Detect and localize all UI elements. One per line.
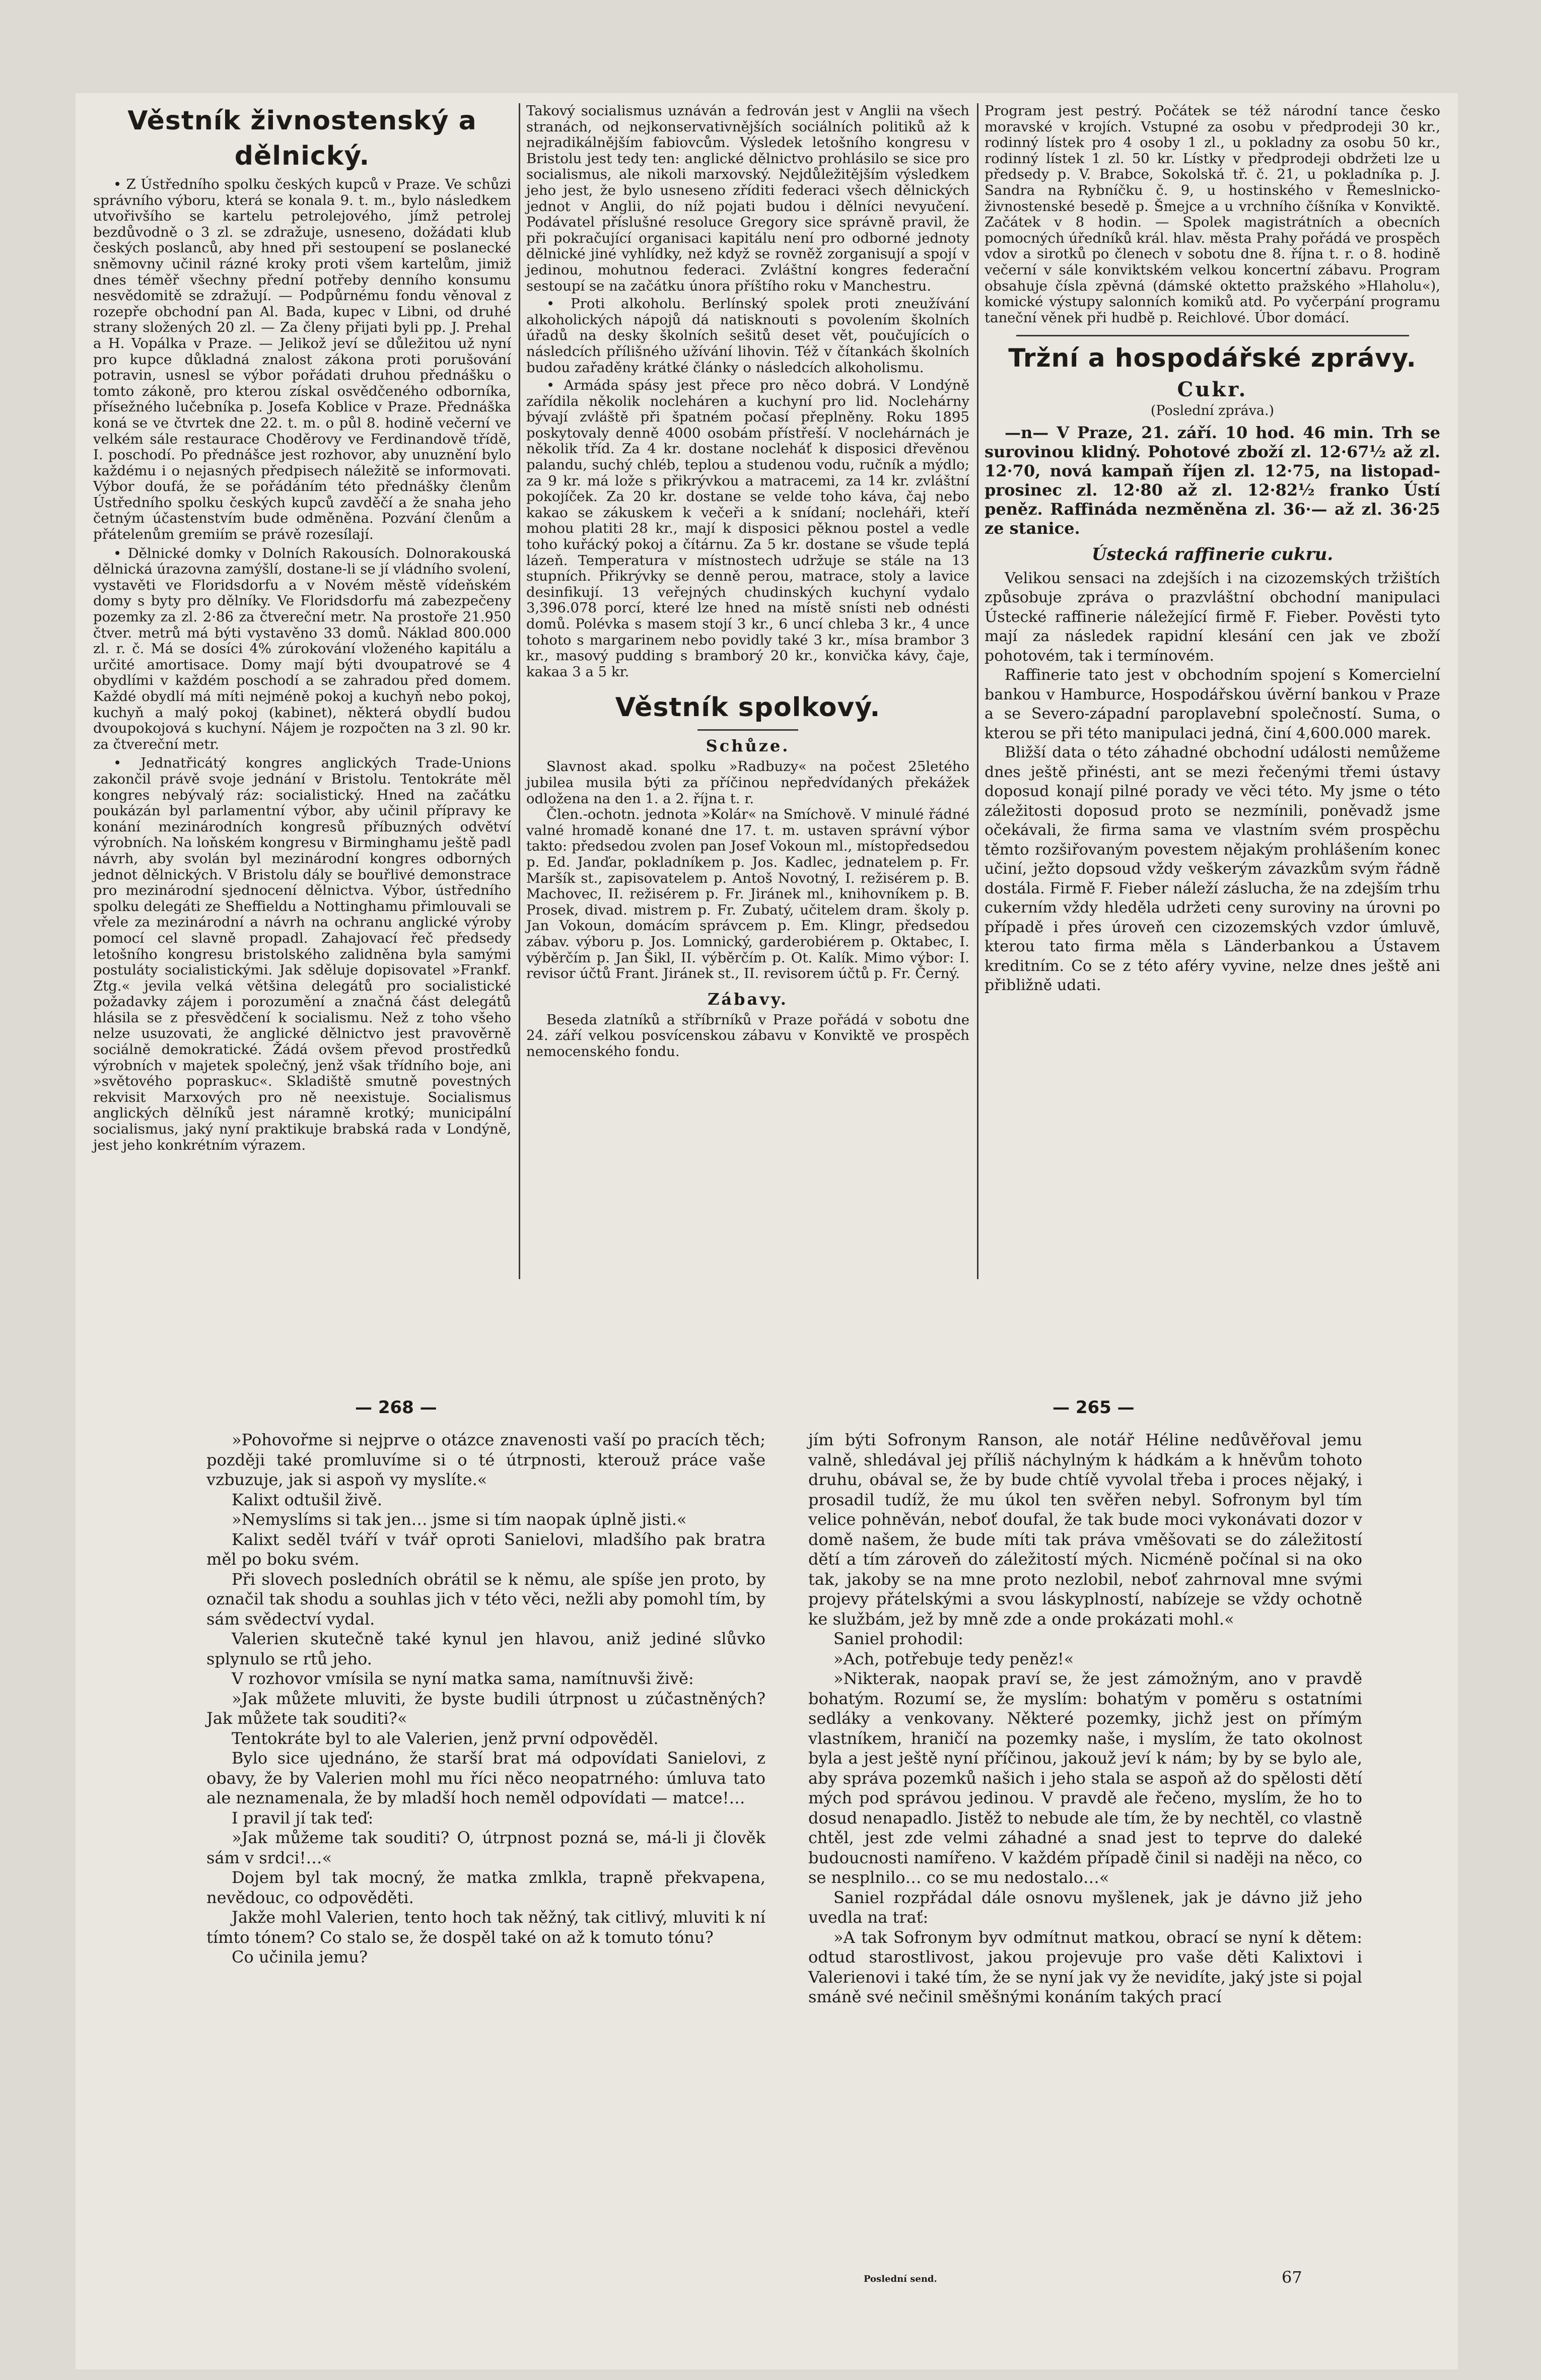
novel-paragraph: Valerien skutečně také kynul jen hlavou, aniž jediné slůvko splynulo se rtů jeho. [206, 1629, 765, 1668]
vestnik-zivnostensky-title: Věstník živnostenský a dělnický. [127, 106, 477, 171]
article-paragraph: Bližší data o této záhadné obchodní události nemůžeme dnes ještě přinésti, ant se mezi řečenými třemi ústavy doposud konají pilné porady ve věci této. My jsme o této záležitosti doposud proto se nezmínili, poněvadž jsme očekávali, že firma sama ve vlastním svém prospěchu těmto rozšiřovaným povestem nějakým prohlášením konec učiní, ježto dopsoud vždy veškerým závazkům svým řádně dostála. Firmě F. Fieber náleží záslucha, že na zdejším trhu cukerním vždy hleděla udržeti ceny suroviny na úrovni po případě i přes úroveň cen cizozemských vzdor úmluvě, kterou tato firma měla s Länderbankou a Ústavem kreditním. Co se z této aféry vyvine, nelze dnes ještě ani přibližně udati. [985, 744, 1440, 995]
novel-paragraph: Co učinila jemu? [232, 1947, 368, 1967]
article-paragraph: Velikou sensaci na zdejších i na cizozemských tržištích způsobuje zpráva o prazvláštní obchodní manipulaci Ústecké raffinerie náležející firmě F. Fieber. Pověsti tyto mají za následek rapidní klesání cen jak ve zboží pohotovém, tak i termínovém. [985, 569, 1440, 665]
novel-paragraph: Kalixt seděl tváří v tvář oproti Sanielovi, mladšího pak bratra měl po boku svém. [206, 1529, 765, 1569]
zabavy-title: Zábavy. [708, 989, 788, 1009]
article-paragraph: Člen.-ochotn. jednota »Kolár« na Smíchově. V minulé řádné valné hromadě konané dne 17. t. m. ustaven správní výbor takto: předsedou zvolen pan Josef Vokoun ml., místopředsedou p. Ed. Janďar, pokladníkem p. Jos. Kadlec, jednatelem p. Fr. Maršík st., zapisovatelem p. Antoš Novotný, I. režisérem p. B. Machovec, II. režisérem p. Fr. Jiránek ml., knihovníkem p. B. Prosek, divad. mistrem p. Fr. Zubatý, učitelem dram. školy p. Jan Vokoun, domácím správcem p. Em. Klingr, předsedou zábav. výboru p. Jos. Lomnický, garderobiérem p. Oktabec, I. výběrčím p. Jan Šikl, II. výběrčím p. Ot. Kalík. Mimo výbor: I. revisor účtů Frant. Jiránek st., II. revisorem účtů p. Fr. Černý. [526, 806, 969, 982]
column-left [93, 103, 511, 1153]
raffinerie-title: Ústecká raffinerie cukru. [1091, 544, 1334, 565]
novel-paragraph: Při slovech posledních obrátil se k němu, ale spíše jen proto, by označil tak shodu a souhlas jich v této věci, nežli aby pomohl tím, by sám svědectví vydal. [206, 1569, 765, 1629]
novel-paragraph: Dojem byl tak mocný, že matka zmlkla, trapně překvapena, nevědouc, co odpověděti. [206, 1868, 765, 1907]
novel-paragraph: Saniel prohodil: [833, 1629, 963, 1648]
novel-paragraph: »Jak můžeme tak souditi? O, útrpnost pozná se, má-li ji člověk sám v srdci!…« [206, 1828, 765, 1867]
schuze-title: Schůze. [706, 736, 790, 756]
article-paragraph: • Z Ústředního spolku českých kupců v Praze. Ve schůzi správního výboru, která se konala 9. t. m., bylo následkem utvořivšího se kartelu petrolejového, jímž petrolej bezdůvodně o 3 zl. se zdražuje, usneseno, dožádati klub českých poslanců, aby hned při sestoupení se poslanecké sněmovny učinil rázné kroky proti všem kartelům, jimiž dnes téměř všechny přední potřeby denního konsumu nesvědomitě se zdražují. — Podpůrnému fondu věnoval z rozepře obchodní pan Al. Bada, kupec v Libni, od druhé strany složených 20 zl. — Za členy přijati byli pp. J. Prehal a H. Vopálka v Praze. — Jelikož jeví se důležitou už nyní pro kupce důkladná znalost zákona proti porušování potravin, usnesl se výbor pořádati druhou přednášku o tomto zákoně, pro kterou získal osvědčeného odborníka, přísežného lučebníka p. Josefa Koblice v Praze. Přednáška koná se ve čtvrtek dne 22. t. m. o půl 8. hodině večerní ve velkém sále restaurace Choděrovy ve Ferdinandově třídě, I. poschodí. Po přednášce jest rozhovor, aby unuznění bylo každému i o nejasných předpisech náležitě se informovati. Výbor doufá, že se pořádáním této přednášky členům Ústředního spolku českých kupců zavděčí a že snaha jeho četným účastenstvím bude odměněna. Pozvání členům a přátelenům gremiím se právě rozesílají. [93, 176, 511, 543]
newspaper-sheet [76, 93, 1458, 2369]
novel-paragraph: Jakže mohl Valerien, tento hoch tak něžný, tak citlivý, mluviti k ní tímto tónem? Co stalo se, že dospěl také on až k tomuto tónu? [206, 1908, 765, 1947]
novel-paragraph: »Jak můžete mluviti, že byste budili útrpnost u zúčastněných? Jak můžete tak souditi?« [206, 1689, 765, 1728]
novel-paragraph: »Ach, potřebuje tedy peněz!« [833, 1649, 1074, 1668]
section-rule [1016, 335, 1409, 336]
novel-paragraph: »A tak Sofronym byv odmítnut matkou, obrací se nyní k dětem: odtud starostlivost, jakou projevuje pro vaše děti Kalixtovi i Valerienovi i také tím, že se nyní jak vy že nevidíte, jaký jste si pojal smáně své nečinil směšnými konáním takých prací [808, 1927, 1362, 2006]
novel-paragraph: Tentokráte byl to ale Valerien, jenž první odpověděl. [232, 1728, 659, 1748]
article-paragraph: Raffinerie tato jest v obchodním spojení s Komercielní bankou v Hamburce, Hospodářskou úvěrní bankou v Praze a se Severo-západní paroplavební společností. Suma, o kterou se při této manipulaci jedná, činí 4,600.000 marek. [985, 666, 1440, 742]
novel-paragraph: »Pohovořme si nejprve o otázce znavenosti vaší po pracích těch; později také promluvíme si o té útrpnosti, kterouž práce vaše vzbuzuje, jak si aspoň vy myslíte.« [206, 1430, 765, 1489]
trzni-zpravy-title: Tržní a hospodářské zprávy. [1008, 343, 1417, 373]
column-middle [526, 103, 969, 1060]
article-paragraph: Slavnost akad. spolku »Radbuzy« na počest 25letého jubilea musila býti za příčinou nepředvídaných překážek odložena na den 1. a 2. října t. r. [526, 758, 969, 807]
column-divider-1 [519, 103, 520, 1279]
novel-paragraph: Kalixt odtušil živě. [232, 1490, 383, 1509]
signature-mark: Poslední send. [864, 2274, 937, 2284]
novel-page-left [206, 1430, 765, 1968]
cukr-title: Cukr. [1177, 378, 1248, 402]
sheet-number: 67 [1282, 2268, 1302, 2287]
heading-rule [697, 729, 798, 731]
novel-paragraph: »Nikterak, naopak praví se, že jest zámožným, ano v pravdě bohatým. Rozumí se, že myslím: bohatým v poměru s ostatními sedláky a venkovany. Některé pozemky, jichž jest on přímým vlastníkem, hraničí na pozemky naše, i myslím, že tato okolnost byla a jest ještě nyní příčinou, jakouž jeví k nám; by by se bylo ale, aby správa pozemků našich i jeho stala se aspoň až do spělosti dětí mých pod správou jedinou. V pravdě ale řečeno, myslím, že ho to dosud nenapadlo. Jistěž to nebude ale tím, že by nechtěl, co vlastně chtěl, jest zde velmi záhadné a snad jest to teprve do daleké budoucnosti namířeno. V každém případě činil si naději na něco, co se nesplnilo… co se mu nedostalo…« [808, 1669, 1362, 1887]
cukr-report: —n— V Praze, 21. září. 10 hod. 46 min. Trh se surovinou klidný. Pohotové zboží zl. 12·67½ až zl. 12·70, nová kampaň říjen zl. 12·75, na listopad-prosinec zl. 12·80 až zl. 12·82½ franko Ústí peněz. Raffináda nezměněna zl. 36·— až zl. 36·25 ze stanice. [985, 423, 1440, 538]
novel-paragraph: »Nemyslíms si tak jen… jsme si tím naopak úplně jisti.« [232, 1510, 687, 1529]
vestnik-spolkovy-title: Věstník spolkový. [615, 692, 881, 723]
cukr-note: (Poslední zpráva.) [1150, 403, 1275, 419]
novel-paragraph: I pravil jí tak teď: [232, 1808, 374, 1828]
article-paragraph: • Dělnické domky v Dolních Rakousích. Dolnorakouská dělnická úrazovna zamýšlí, dostane-li se jí vládního svolení, vystavěti ve Floridsdorfu a v Novém městě vídeňském domy s byty pro dělníky. Ve Floridsdorfu má zabezpečeny pozemky za zl. 2·86 za čtvereční metr. Na prostoře 21.950 čtver. metrů má býti vystavěno 33 domů. Náklad 800.000 zl. r. č. Má se dosíci 4% zúrokování vloženého kapitálu a určité amortisace. Domy mají býti dvoupatrové se 4 obydlími v každém poschodí a se zahradou před domem. Každé obydlí má míti nejméně pokoj a kuchyň nebo pokoj, kuchyň a malý pokoj (kabinet), některá obydlí budou dvoupokojová s kuchyní. Nájem je rozpočten na 3 zl. 90 kr. za čtvereční metr. [93, 545, 511, 752]
novel-paragraph: jím býti Sofronym Ranson, ale notář Héline nedůvěřoval jemu valně, shledával jej příliš náchylným k hádkám a k hněvům tohoto druhu, obával se, že by bude chtíě vyvolal třeba i proces nějaký, i prosadil tudíž, že mu úkol ten svěřen nebyl. Sofronym byl tím velice pohněván, neboť doufal, že tak bude moci vykonávati dozor v domě našem, že bude míti tak práva vměšovati se do záležitostí dětí a tím zároveň do záležitostí mých. Nicméně počínal si na oko tak, jakoby se na mne proto nezlobil, neboť zahrnoval mne svými projevy přátelskými a svou láskyplností, nabízeje se vždy ochotně ke službám, jež by mně zde a onde prokázati mohl.« [808, 1430, 1362, 1629]
article-paragraph: Beseda zlatníků a stříbrníků v Praze pořádá v sobotu dne 24. září velkou posvícenskou zábavu v Konviktě ve prospěch nemocenského fondu. [526, 1011, 969, 1060]
article-paragraph: • Jednatřicátý kongres anglických Trade-Unions zakončil právě svoje jednání v Bristolu. Tentokráte měl kongres nebývalý ráz: socialistický. Hned na začátku poukázán byl parlamentní výbor, aby učinil přípravy ke konání mezinárodních kongresů příbuzných odvětví výrobních. Na loňském kongresu v Birminghamu ještě padl návrh, aby svolán byl mezinárodní kongres odborných jednot dělnických. V Bristolu dály se bouřlivé demonstrace pro mezinárodní sjednocení dělnictva. Výbor, ústředního spolku delegáti ze Sheffieldu a Nottinghamu přimlouvali se vřele za mezinárodní a návrh na ochranu anglické výroby pomocí cel slavně propadl. Zahajovací řeč předsedy letošního kongresu bristolského zalidněna byla samými postuláty socialistickými. Jak sděluje dopisovatel »Frankf. Ztg.« jevila velká většina delegátů pro socialistické požadavky zájem i porozumění a značná část delegátů hlásila se z přesvědčení k socialismu. Než z toho všeho nelze usuzovati, že anglické dělnictvo jest pravověrně sociálně demokratické. Žádá ovšem převod prostředků výrobních v majetek společný, jenž však třídního boje, ani »světového popraskuc«. Skladiště smutně povestných rekvisit Marxových pro ně neexistuje. Socialismus anglických dělníků jest náramně krotký; municipální socialismus, jaký nyní praktikuje brabská rada v Londýně, jest jeho konkrétním výrazem. [93, 755, 511, 1153]
article-paragraph: Takový socialismus uznáván a fedrován jest v Anglii na všech stranách, od nejkonservativnějších sociálních politiků až k nejradikálnějším fabiovcům. Výsledek letošního kongresu v Bristolu jest tedy ten: anglické dělnictvo prohlásilo se sice pro socialismus, ale nikoli marxovský. Nejdůležitějším výsledkem jeho jest, že bylo usneseno zříditi federaci všech dělnických jednot v Anglii, do níž pojati budou i dělníci nevyučení. Podávatel příslušné resoluce Gregory sice správně pravil, že při pokračující organisaci kapitálu není pro odborné jednoty dělnické jiné vyhlídky, než když se rovněž zorganisují a spojí v jedinou, mohutnou federaci. Zvláštní kongres federační sestoupí se na začátku února příštího roku v Manchestru. [526, 103, 969, 294]
column-right [985, 103, 1440, 996]
novel-paragraph: Saniel rozpřádal dále osnovu myšlenek, jak je dávno již jeho uvedla na trať: [808, 1887, 1362, 1927]
article-paragraph: Program jest pestrý. Počátek se též národní tance česko moravské v krojích. Vstupné za osobu v předprodeji 30 kr., rodinný lístek pro 4 osoby 1 zl., u pokladny za osobu 50 kr., rodinný lístek 1 zl. 50 kr. Lístky v předprodeji obdržeti lze u předsedy p. V. Brabce, Sokolská tř. č. 21, u pokladníka p. J. Sandra na Rybníčku č. 9, u hostinského v Řemeslnicko-živnostenské besedě p. Šmejce a u vrchního číšníka v Konviktě. Začátek v 8 hodin. — Spolek magistrátních a obecních pomocných úředníků král. hlav. města Prahy pořádá ve prospěch vdov a sirotků po členech v sobotu dne 8. října t. r. o 8. hodině večerní v sále konviktském velkou koncertní zábavu. Program obsahuje čísla zpěvná (dámské oktetto pražského »Hlaholu«), komické výstupy salonních komiků atd. Po vyčerpání programu taneční věnek při hudbě p. Reichlové. Úbor domácí. [985, 103, 1440, 326]
column-divider-2 [977, 103, 978, 1279]
article-paragraph: • Armáda spásy jest přece pro něco dobrá. V Londýně zařídila několik nocleháren a kuchyní pro lid. Noclehárny bývají zvláště při špatném počasí přeplněny. Roku 1895 poskytovaly denně 4000 osobám přístřeší. V noclehárnách je několik tříd. Za 4 kr. dostane nocleháť k disposici dřevěnou palandu, suchý chléb, teplou a studenou vodu, ručník a mýdlo; za 9 kr. má lože s přikrývkou a matracemi, za 14 kr. zvláštní pokojíček. Za 20 kr. dostane se velde toho káva, čaj nebo kakao se zákuskem k večeři a k snídaní; nocleháři, kteří mohou platiti 28 kr., mají k disposici pěknou postel a vedle toho kuřácký pokoj a čítárnu. Za 5 kr. dostane se všude teplá lázeň. Temperatura v místnostech udržuje se stále na 13 stupních. Přikrývky se denně perou, matrace, stoly a lavice desinfikují. 13 veřejných chudinských kuchyní vydalo 3,396.078 porcí, které lze hned na místě snísti neb odnésti domů. Polévka s masem stojí 3 kr., 6 uncí chleba 3 kr., 4 unce tohoto s margarinem nebo povidly také 3 kr., mísa brambor 3 kr., masový pudding s bramborý 20 kr., konvička kávy, čaje, kakaa 3 a 5 kr. [526, 377, 969, 680]
page-number-right: — 265 — [1053, 1397, 1135, 1418]
novel-paragraph: V rozhovor vmísila se nyní matka sama, namítnuvši živě: [232, 1669, 694, 1688]
novel-paragraph: Bylo sice ujednáno, že starší brat má odpovídati Sanielovi, z obavy, že by Valerien mohl mu říci něco neopatrného: úmluva tato ale neznamenala, že by mladší hoch neměl odpovídati — matce!… [206, 1748, 765, 1807]
page-number-left: — 268 — [355, 1397, 437, 1418]
article-paragraph: • Proti alkoholu. Berlínský spolek proti zneužívání alkoholických nápojů dá natisknouti s povolením školních úřadů na desky školních sešitů deset vět, poučujících o následcích přílišného užívání lihovin. Též v čítankách školních budou zařaděny krátké články o následcích alkoholismu. [526, 296, 969, 376]
novel-page-right [808, 1430, 1362, 2007]
